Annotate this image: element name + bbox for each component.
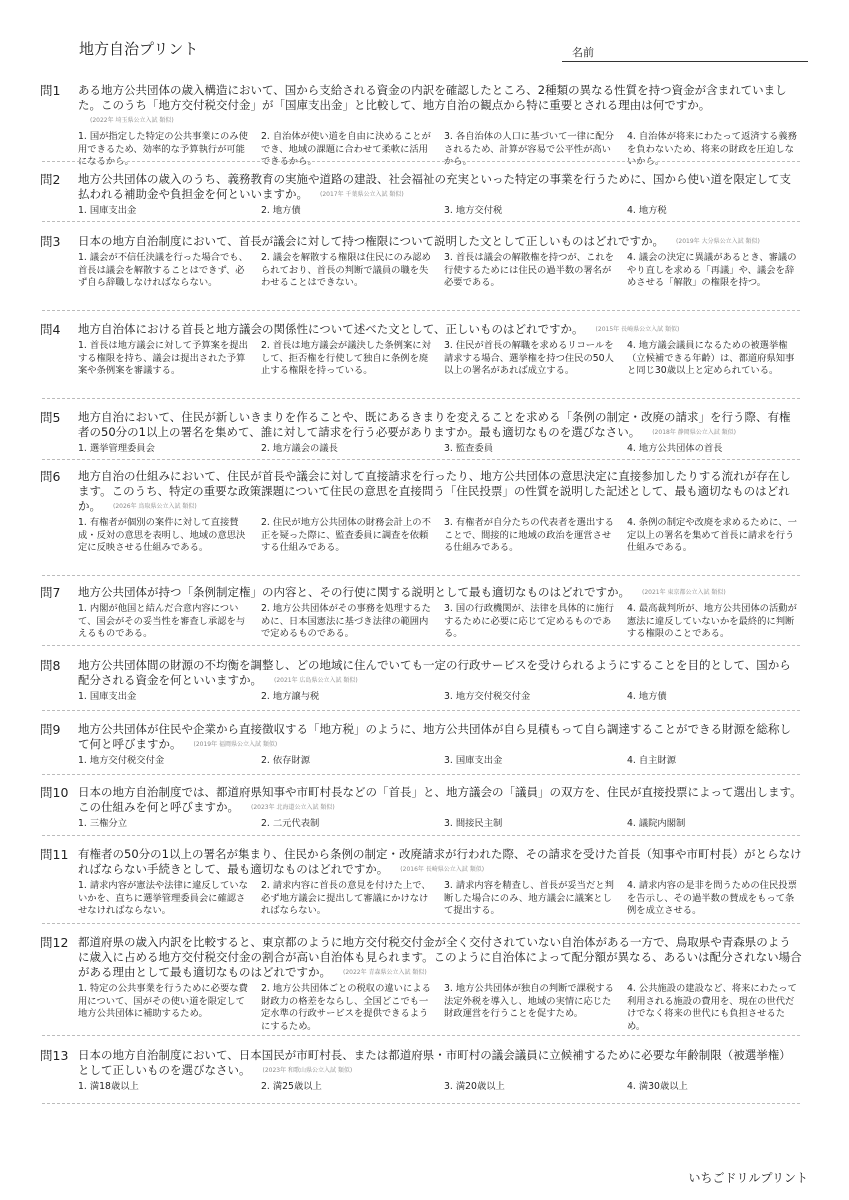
answer-choice: 1. 国庫支出金 xyxy=(78,205,137,216)
question-text-block xyxy=(78,469,802,514)
answer-choice: 1. 特定の公共事業を行うために必要な費用について、国がその使い道を限定して地方公共団体に補助するため。 xyxy=(78,983,248,1020)
question-text-block xyxy=(78,785,802,815)
answer-choice: 4. 地方税 xyxy=(627,205,667,216)
answer-choice: 2. 地方公共団体がその事務を処理するために、日本国憲法に基づき法律の範囲内で定めるものである。 xyxy=(261,603,431,640)
answer-choice: 3. 地方交付税 xyxy=(444,205,503,216)
answer-choice: 2. 議会を解散する権限は住民にのみ認められており、首長の判断で議員の職を失わせることはできない。 xyxy=(261,252,431,289)
page-title: 地方自治プリント xyxy=(79,40,199,58)
question-source: (2017年 千葉県公立入試 類似) xyxy=(320,191,404,198)
question-text: 地方自治の仕組みにおいて、住民が首長や議会に対して直接請求を行ったり、地方公共団体の意思決定に直接参加したりする流れが存在します。このうち、特定の重要な政策課題について住民の意思を直接問う「住民投票」の性質を説明した記述として、最も適切なものはどれか。 xyxy=(78,469,791,513)
question-text-block xyxy=(78,1048,802,1078)
question-text: ある地方公共団体の歳入構造において、国から支給される資金の内訳を確認したところ、2種類の異なる性質を持つ資金が含まれていました。このうち「地方交付税交付金」が「国庫支出金」と比較して、地方自治の観点から特に重要とされる理由は何ですか。 xyxy=(78,83,787,112)
question-source: (2018年 静岡県公立入試 類似) xyxy=(652,429,736,436)
answer-choice: 3. 国庫支出金 xyxy=(444,755,503,766)
answer-choice: 2. 地方譲与税 xyxy=(261,691,320,702)
question-text: 地方公共団体が持つ「条例制定権」の内容と、その行使に関する説明として最も適切なものはどれですか。 xyxy=(78,585,630,599)
question-text-block xyxy=(78,722,802,752)
question-body xyxy=(78,785,802,831)
question-body xyxy=(78,1048,802,1094)
question-text-block xyxy=(78,585,802,600)
answer-choice: 4. 公共施設の建設など、将来にわたって利用される施設の費用を、現在の世代だけでなく将来の世代にも負担させるため。 xyxy=(627,983,797,1032)
answer-choice: 1. 満18歳以上 xyxy=(78,1081,139,1092)
question-separator xyxy=(42,923,800,924)
question-item xyxy=(40,234,802,290)
choice-list xyxy=(78,603,802,641)
question-item xyxy=(40,1048,802,1094)
answer-choice: 2. 自治体が使い道を自由に決めることができ、地域の課題に合わせて柔軟に活用できるから。 xyxy=(261,131,431,168)
question-body xyxy=(78,410,802,456)
answer-choice: 1. 請求内容が憲法や法律に違反していないかを、直ちに選挙管理委員会に確認させなければならない。 xyxy=(78,880,248,917)
answer-choice: 3. 有権者が自分たちの代表者を選出することで、間接的に地域の政治を運営させる仕組みである。 xyxy=(444,517,614,554)
question-body xyxy=(78,172,802,218)
answer-choice: 4. 議会の決定に異議があるとき、審議のやり直しを求める「再議」や、議会を辞めさせる「解散」の権限を持つ。 xyxy=(627,252,797,289)
question-separator xyxy=(42,221,800,222)
question-source: (2023年 和歌山県公立入試 類似) xyxy=(262,1067,353,1074)
question-number: 問1 xyxy=(40,83,61,98)
question-source: (2022年 埼玉県公立入試 類似) xyxy=(90,117,174,124)
answer-choice: 3. 満20歳以上 xyxy=(444,1081,505,1092)
answer-choice: 1. 選挙管理委員会 xyxy=(78,443,155,454)
answer-choice: 4. 条例の制定や改廃を求めるために、一定以上の署名を集めて首長に請求を行う仕組みである。 xyxy=(627,517,797,554)
answer-choice: 3. 各自治体の人口に基づいて一律に配分されるため、計算が容易で公平性が高いから。 xyxy=(444,131,614,168)
question-item xyxy=(40,935,802,1033)
question-text-block xyxy=(78,172,802,202)
choice-list xyxy=(78,1081,802,1094)
question-text-block xyxy=(78,847,802,877)
question-item xyxy=(40,658,802,704)
question-number: 問5 xyxy=(40,410,61,425)
answer-choice: 2. 住民が地方公共団体の財務会計上の不正を疑った際に、監査委員に調査を依頼する仕組みである。 xyxy=(261,517,431,554)
question-text-block xyxy=(78,83,802,128)
question-text: 地方公共団体が住民や企業から直接徴収する「地方税」のように、地方公共団体が自ら見積もって自ら調達することができる財源を総称して何と呼びますか。 xyxy=(78,722,791,751)
question-item xyxy=(40,785,802,831)
question-number: 問7 xyxy=(40,585,61,600)
answer-choice: 1. 国が指定した特定の公共事業にのみ使用できるため、効率的な予算執行が可能になるから。 xyxy=(78,131,248,168)
question-separator xyxy=(42,835,800,836)
question-item xyxy=(40,469,802,555)
footer-brand: いちごドリルプリント xyxy=(688,1171,808,1185)
question-number: 問9 xyxy=(40,722,61,737)
answer-choice: 2. 依存財源 xyxy=(261,755,311,766)
question-body xyxy=(78,469,802,555)
question-number: 問11 xyxy=(40,847,69,862)
answer-choice: 4. 議院内閣制 xyxy=(627,818,686,829)
answer-choice: 3. 地方公共団体が独自の判断で課税する法定外税を導入し、地域の実情に応じた財政運営を行うことを促すため。 xyxy=(444,983,614,1020)
question-item xyxy=(40,83,802,169)
question-number: 問3 xyxy=(40,234,61,249)
choice-list xyxy=(78,880,802,918)
answer-choice: 1. 議会が不信任決議を行った場合でも、首長は議会を解散することはできず、必ず自ら辞職しなければならない。 xyxy=(78,252,248,289)
name-label: 名前 xyxy=(572,46,594,59)
question-item xyxy=(40,722,802,768)
question-body xyxy=(78,234,802,290)
question-text: 地方自治において、住民が新しいきまりを作ることや、既にあるきまりを変えることを求める「条例の制定・改廃の請求」を行う際、有権者の50分の1以上の署名を集めて、誰に対して請求を行う必要がありますか。最も適切なものを選びなさい。 xyxy=(78,410,791,439)
answer-choice: 4. 地方債 xyxy=(627,691,667,702)
answer-choice: 1. 地方交付税交付金 xyxy=(78,755,165,766)
answer-choice: 3. 監査委員 xyxy=(444,443,494,454)
name-underline xyxy=(562,61,808,62)
question-source: (2016年 長崎県公立入試 類似) xyxy=(400,866,485,873)
question-separator xyxy=(42,1035,800,1036)
question-body xyxy=(78,585,802,641)
question-text: 地方公共団体間の財源の不均衡を調整し、どの地域に住んでいても一定の行政サービスを受けられるようにすることを目的として、国から配分される資金を何といいますか。 xyxy=(78,658,791,687)
answer-choice: 3. 首長は議会の解散権を持つが、これを行使するためには住民の過半数の署名が必要である。 xyxy=(444,252,614,289)
question-body xyxy=(78,83,802,169)
answer-choice: 2. 首長は地方議会が議決した条例案に対して、拒否権を行使して独自に条例を廃止する権限を持っている。 xyxy=(261,340,431,377)
answer-choice: 2. 地方債 xyxy=(261,205,301,216)
question-source: (2026年 鳥取県公立入試 類似) xyxy=(113,503,197,510)
question-number: 問12 xyxy=(40,935,69,950)
choice-list xyxy=(78,818,802,831)
question-text: 日本の地方自治制度では、都道府県知事や市町村長などの「首長」と、地方議会の「議員」の双方を、住民が直接投票によって選出します。この仕組みを何と呼びますか。 xyxy=(78,785,802,814)
answer-choice: 1. 有権者が個別の案件に対して直接賛成・反対の意思を表明し、地域の意思決定に反映させる仕組みである。 xyxy=(78,517,246,554)
question-item xyxy=(40,585,802,641)
answer-choice: 4. 自主財源 xyxy=(627,755,677,766)
answer-choice: 2. 地方議会の議長 xyxy=(261,443,338,454)
question-separator xyxy=(42,710,800,711)
choice-list xyxy=(78,340,802,378)
question-separator xyxy=(42,459,800,460)
choice-list xyxy=(78,252,802,290)
question-body xyxy=(78,658,802,704)
answer-choice: 3. 地方交付税交付金 xyxy=(444,691,531,702)
choice-list xyxy=(78,691,802,704)
question-body xyxy=(78,935,802,1033)
answer-choice: 2. 請求内容に首長の意見を付けた上で、必ず地方議会に提出して審議にかけなければならない。 xyxy=(261,880,431,917)
question-body xyxy=(78,322,802,378)
question-text-block xyxy=(78,234,802,249)
question-source: (2015年 長崎県公立入試 類似) xyxy=(595,326,680,333)
question-text: 日本の地方自治制度において、日本国民が市町村長、または都道府県・市町村の議会議員に立候補するために必要な年齢制限（被選挙権）として正しいものを選びなさい。 xyxy=(78,1048,791,1077)
question-text-block xyxy=(78,935,802,980)
question-separator xyxy=(42,398,800,399)
question-separator xyxy=(42,1103,800,1104)
choice-list xyxy=(78,517,802,555)
question-body xyxy=(78,847,802,918)
choice-list xyxy=(78,443,802,456)
question-number: 問13 xyxy=(40,1048,69,1063)
question-separator xyxy=(42,774,800,775)
answer-choice: 4. 自治体が将来にわたって返済する義務を負わないため、将来の財政を圧迫しないから。 xyxy=(627,131,797,168)
question-text-block xyxy=(78,410,802,440)
question-source: (2022年 青森県公立入試 類似) xyxy=(343,969,427,976)
question-body xyxy=(78,722,802,768)
question-text: 地方公共団体の歳入のうち、義務教育の実施や道路の建設、社会福祉の充実といった特定の事業を行うために、国から使い道を限定して支払われる補助金や負担金を何といいますか。 xyxy=(78,172,791,201)
question-text-block xyxy=(78,322,802,337)
choice-list xyxy=(78,205,802,218)
answer-choice: 3. 請求内容を精査し、首長が妥当だと判断した場合にのみ、地方議会に議案として提出する。 xyxy=(444,880,614,917)
choice-list xyxy=(78,131,802,169)
question-source: (2019年 福岡県公立入試 類似) xyxy=(193,741,278,748)
question-text-block xyxy=(78,658,802,688)
answer-choice: 4. 地方議会議員になるための被選挙権（立候補できる年齢）は、都道府県知事と同じ30歳以上と定められている。 xyxy=(627,340,795,377)
question-source: (2019年 大分県公立入試 類似) xyxy=(676,238,760,245)
question-item xyxy=(40,410,802,456)
answer-choice: 3. 間接民主制 xyxy=(444,818,503,829)
question-number: 問8 xyxy=(40,658,61,673)
question-text: 日本の地方自治制度において、首長が議会に対して持つ権限について説明した文として正しいものはどれですか。 xyxy=(78,234,665,248)
choice-list xyxy=(78,983,802,1033)
question-text: 都道府県の歳入内訳を比較すると、東京都のように地方交付税交付金が全く交付されていない自治体がある一方で、鳥取県や青森県のように歳入に占める地方交付税交付金の割合が高い自治体も見られます。このように自治体によって配分額が異なる、あるいは配分されない場合がある理由として最も適切なものはどれですか。 xyxy=(78,935,802,979)
question-number: 問10 xyxy=(40,785,69,800)
answer-choice: 3. 国の行政機関が、法律を具体的に施行するために必要に応じて定めるものである。 xyxy=(444,603,614,640)
choice-list xyxy=(78,755,802,768)
question-text: 地方自治体における首長と地方議会の関係性について述べた文として、正しいものはどれですか。 xyxy=(78,322,584,336)
answer-choice: 4. 最高裁判所が、地方公共団体の活動が憲法に違反していないかを最終的に判断する権限のことである。 xyxy=(627,603,797,640)
answer-choice: 4. 地方公共団体の首長 xyxy=(627,443,723,454)
question-number: 問4 xyxy=(40,322,61,337)
question-source: (2021年 広島県公立入試 類似) xyxy=(274,677,358,684)
question-source: (2023年 北海道公立入試 類似) xyxy=(251,804,335,811)
answer-choice: 1. 国庫支出金 xyxy=(78,691,137,702)
answer-choice: 2. 地方公共団体ごとの税収の違いによる財政力の格差をならし、全国どこでも一定水準の行政サービスを提供できるようにするため。 xyxy=(261,983,431,1032)
answer-choice: 1. 内閣が他国と結んだ合意内容について、国会がその妥当性を審査し承認を与えるものである。 xyxy=(78,603,246,640)
question-separator xyxy=(42,575,800,576)
question-number: 問2 xyxy=(40,172,61,187)
answer-choice: 4. 満30歳以上 xyxy=(627,1081,688,1092)
question-item xyxy=(40,847,802,918)
question-number: 問6 xyxy=(40,469,61,484)
answer-choice: 4. 請求内容の是非を問うための住民投票を告示し、その過半数の賛成をもって条例を成立させる。 xyxy=(627,880,797,917)
question-item xyxy=(40,322,802,378)
question-separator xyxy=(42,645,800,646)
answer-choice: 1. 三権分立 xyxy=(78,818,128,829)
question-separator xyxy=(42,161,800,162)
question-separator xyxy=(42,310,800,311)
answer-choice: 2. 二元代表制 xyxy=(261,818,320,829)
question-source: (2021年 東京都公立入試 類似) xyxy=(642,589,726,596)
question-item xyxy=(40,172,802,218)
answer-choice: 2. 満25歳以上 xyxy=(261,1081,322,1092)
answer-choice: 1. 首長は地方議会に対して予算案を提出する権限を持ち、議会は提出された予算案や条例案を審議する。 xyxy=(78,340,248,377)
question-text: 有権者の50分の1以上の署名が集まり、住民から条例の制定・改廃請求が行われた際、その請求を受けた首長（知事や市町村長）がとらなければならない手続きとして、最も適切なものはどれですか。 xyxy=(78,847,802,876)
answer-choice: 3. 住民が首長の解職を求めるリコールを請求する場合、選挙権を持つ住民の50人以上の署名があれば成立する。 xyxy=(444,340,614,377)
